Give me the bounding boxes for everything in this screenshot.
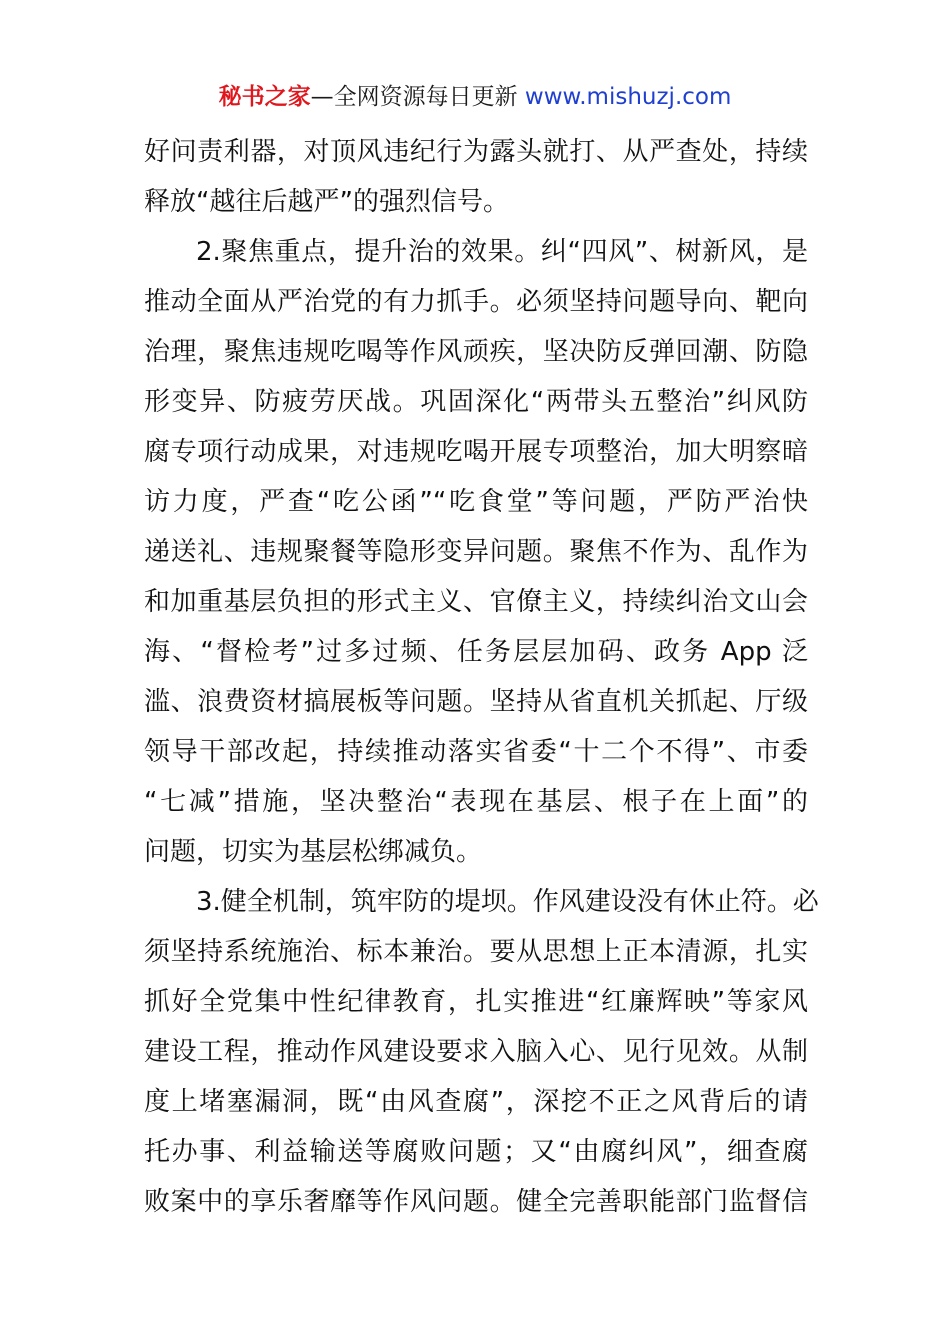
paragraph-end-line: 问题，切实为基层松绑减负。 (144, 837, 483, 867)
paragraph-3-heading-line: 3.健全机制，筑牢防的堤坝。作风建设没有休止符。必 (196, 887, 819, 917)
text-line: 建设工程，推动作风建设要求入脑入心、见行见效。从制 (144, 1037, 808, 1067)
paragraph-end-line: 释放“越往后越严”的强烈信号。 (144, 187, 509, 217)
text-line: 抓好全党集中性纪律教育，扎实推进“红廉辉映”等家风 (144, 987, 808, 1017)
header-tagline: —全网资源每日更新 (310, 84, 525, 110)
text-line: “七减”措施，坚决整治“表现在基层、根子在上面”的 (144, 787, 808, 817)
text-line: 领导干部改起，持续推动落实省委“十二个不得”、市委 (144, 737, 808, 767)
document-body (144, 127, 819, 1227)
text-line: 形变异、防疲劳厌战。巩固深化“两带头五整治”纠风防 (144, 387, 808, 417)
text-line: 托办事、利益输送等腐败问题；又“由腐纠风”，细查腐 (144, 1137, 808, 1167)
paragraph-2-heading-line: 2.聚焦重点，提升治的效果。纠“四风”、树新风，是 (196, 237, 808, 267)
text-line: 须坚持系统施治、标本兼治。要从思想上正本清源，扎实 (144, 937, 808, 967)
text-line: 访力度，严查“吃公函”“吃食堂”等问题，严防严治快 (144, 487, 808, 517)
text-line: 滥、浪费资材搞展板等问题。坚持从省直机关抓起、厅级 (144, 687, 808, 717)
brand-name: 秘书之家 (218, 84, 311, 110)
text-line: 度上堵塞漏洞，既“由风查腐”，深挖不正之风背后的请 (144, 1087, 808, 1117)
text-line: 治理，聚焦违规吃喝等作风顽疾，坚决防反弹回潮、防隐 (144, 337, 808, 367)
text-line: 递送礼、违规聚餐等隐形变异问题。聚焦不作为、乱作为 (144, 537, 808, 567)
text-line: 和加重基层负担的形式主义、官僚主义，持续纠治文山会 (144, 587, 808, 617)
text-line: 推动全面从严治党的有力抓手。必须坚持问题导向、靶向 (144, 287, 808, 317)
page-header (0, 82, 950, 112)
text-line: 海、“督检考”过多过频、任务层层加码、政务 App 泛 (144, 637, 808, 667)
text-line: 好问责利器，对顶风违纪行为露头就打、从严查处，持续 (144, 137, 808, 167)
website-link[interactable]: www.mishuzj.com (524, 84, 732, 110)
text-line: 败案中的享乐奢靡等作风问题。健全完善职能部门监督信 (144, 1187, 808, 1217)
text-line: 腐专项行动成果，对违规吃喝开展专项整治，加大明察暗 (144, 437, 808, 467)
